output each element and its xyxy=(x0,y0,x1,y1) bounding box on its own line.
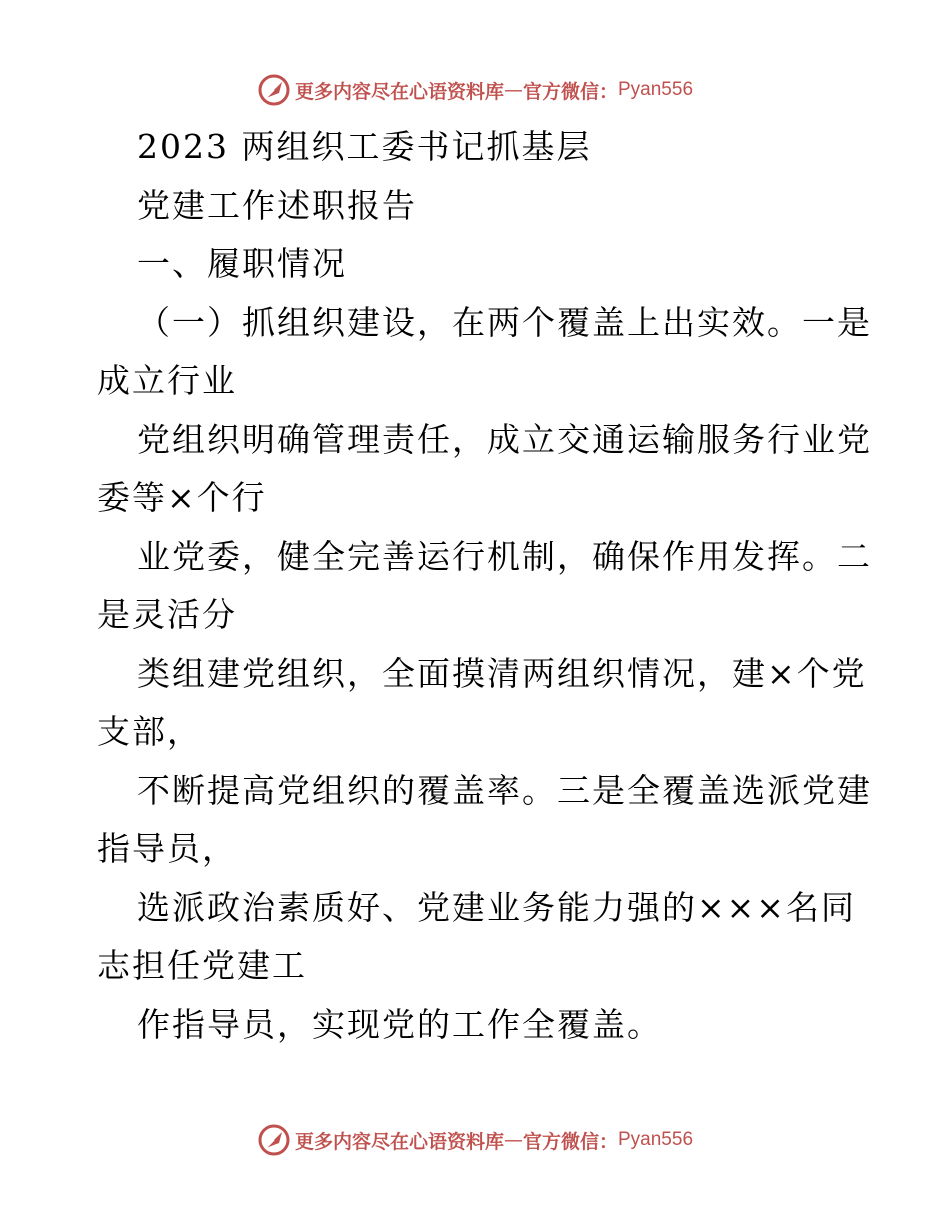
paragraph-line: 委等×个行 xyxy=(97,478,267,517)
header-banner xyxy=(0,70,950,110)
paragraph-line: 党组织明确管理责任，成立交通运输服务行业党 xyxy=(137,419,872,459)
banner-wechat-label: 官方微信： xyxy=(522,80,618,103)
banner-promo-text: 更多内容尽在心语资料库 xyxy=(294,80,504,103)
banner-wechat-label: 官方微信： xyxy=(522,1130,618,1153)
doc-title-line-1: 2023 两组织工委书记抓基层 xyxy=(137,127,592,166)
banner-wechat-account: Pyan556 xyxy=(618,1129,694,1150)
banner-dash: — xyxy=(503,79,523,101)
quill-pen-logo-icon xyxy=(257,73,291,107)
banner-wechat-account: Pyan556 xyxy=(618,79,694,100)
paragraph-line: 类组建党组织，全面摸清两组织情况，建×个党 xyxy=(137,653,867,693)
paragraph-line: 选派政治素质好、党建业务能力强的×××名同 xyxy=(137,887,856,927)
quill-pen-logo-icon xyxy=(257,1123,291,1157)
paragraph-line: 指导员， xyxy=(97,829,237,868)
paragraph-line: 业党委，健全完善运行机制，确保作用发挥。二 xyxy=(137,536,872,576)
paragraph-line: 不断提高党组织的覆盖率。三是全覆盖选派党建 xyxy=(137,770,872,810)
doc-title-line-2: 党建工作述职报告 xyxy=(137,185,417,225)
paragraph-line: （一）抓组织建设，在两个覆盖上出实效。一是 xyxy=(137,302,872,342)
paragraph-line: 志担任党建工 xyxy=(97,946,307,985)
section-heading: 一、履职情况 xyxy=(137,244,347,283)
paragraph-line: 支部， xyxy=(97,712,202,751)
paragraph-line: 作指导员，实现党的工作全覆盖。 xyxy=(137,1004,662,1044)
banner-dash: — xyxy=(503,1129,523,1151)
paragraph-line: 成立行业 xyxy=(97,361,237,400)
document-body xyxy=(97,118,872,1054)
paragraph-line: 是灵活分 xyxy=(97,595,237,634)
footer-banner xyxy=(0,1120,950,1160)
banner-promo-text: 更多内容尽在心语资料库 xyxy=(294,1130,504,1153)
